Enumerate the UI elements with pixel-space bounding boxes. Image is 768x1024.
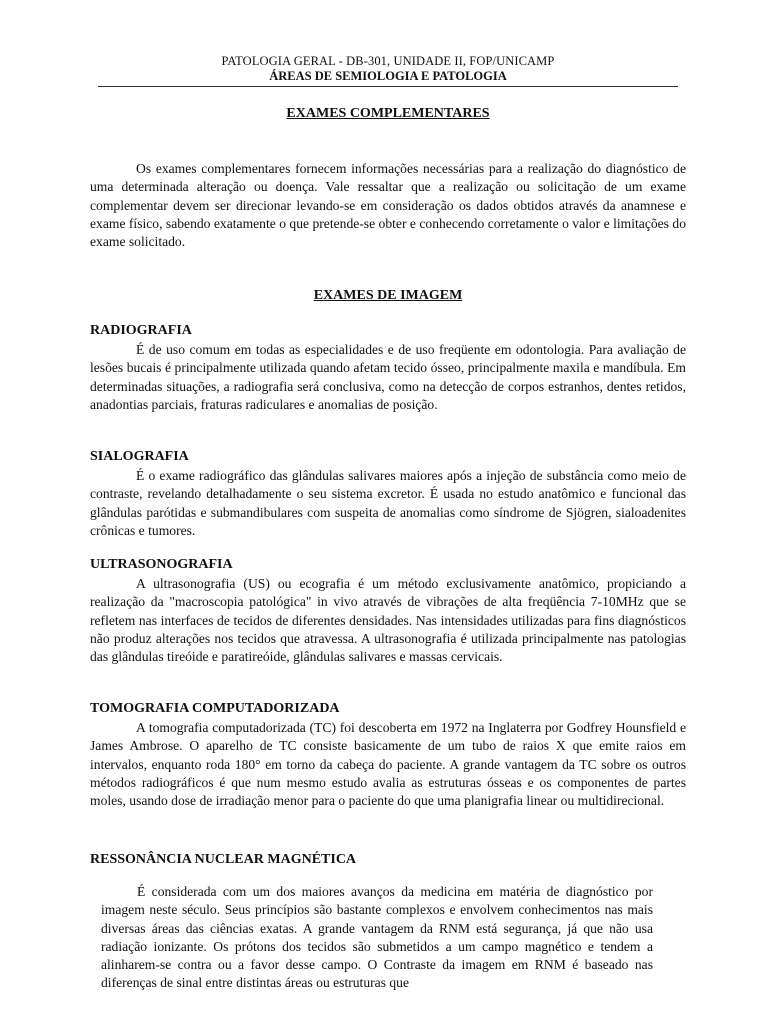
- section-text-sialografia: [90, 467, 686, 540]
- header-divider: [98, 86, 678, 87]
- header-area: ÁREAS DE SEMIOLOGIA E PATOLOGIA: [269, 69, 507, 83]
- rnm-text: É considerada com um dos maiores avanços da medicina em matéria de diagnóstico por imagem neste século. Seus princípios são bastante complexos e envolvem conhecimentos nas mais diversas áreas das ciências exatas. A grande vantagem da RNM está segurança, já que não usa radiação ionizante. Os prótons dos tecidos são submetidos a um campo magnético e tendem a alinharem-se contra ou a favor desse campo. O Contraste da imagem em RNM é baseado nas diferenças de sinal entre distintas áreas ou estruturas que: [101, 884, 653, 991]
- section-title-rnm: RESSONÂNCIA NUCLEAR MAGNÉTICA: [90, 852, 357, 867]
- intro-paragraph: [90, 160, 686, 251]
- ultrasonografia-text: A ultrasonografia (US) ou ecografia é um método exclusivamente anatômico, propiciando a realização da "macroscopia patológica" in vivo através de vibrações de alta freqüência 7-10MHz que se refletem nas interfaces de tecidos de diferentes densidades. Nas intensidades utilizadas para fins diagnósticos não produz alterações nos tecidos que atravessa. A ultrasonografia é utilizada principalmente nas patologias das glândulas tireóide e paratireóide, glândulas salivares e massas cervicais.: [90, 576, 686, 665]
- tomografia-text: A tomografia computadorizada (TC) foi descoberta em 1972 na Inglaterra por Godfrey Hounsfield e James Ambrose. O aparelho de TC consiste basicamente de um tubo de raios X que emite raios em intervalos, enquanto roda 180° em torno da cabeça do paciente. A grande vantagem da TC sobre os outros métodos radiográficos é que num mesmo estudo avalia as estruturas ósseas e os componentes de partes moles, usando dose de irradiação menor para o paciente do que uma planigrafia linear ou multidirecional.: [90, 720, 686, 809]
- document-title: EXAMES COMPLEMENTARES: [286, 106, 490, 121]
- section-text-radiografia: [90, 341, 686, 414]
- section-title-radiografia: RADIOGRAFIA: [90, 323, 192, 338]
- section-title-tomografia: TOMOGRAFIA COMPUTADORIZADA: [90, 701, 340, 716]
- section-title-ultrasonografia: ULTRASONOGRAFIA: [90, 557, 233, 572]
- section-text-tomografia: [90, 719, 686, 810]
- header-course: PATOLOGIA GERAL - DB-301, UNIDADE II, FOP/UNICAMP: [221, 54, 555, 68]
- sialografia-text: É o exame radiográfico das glândulas salivares maiores após a injeção de substância como meio de contraste, revelando detalhadamente o seu sistema excretor. É usada no estudo anatômico e funcional das glândulas parótidas e submandibulares com suspeita de anomalias como síndrome de Sjögren, sialoadenites crônicas e tumores.: [90, 468, 686, 538]
- section-title-sialografia: SIALOGRAFIA: [90, 449, 189, 464]
- radiografia-text: É de uso comum em todas as especialidades e de uso freqüente em odontologia. Para avaliação de lesões bucais é principalmente utilizada quando afetam tecido ósseo, principalmente maxila e mandíbula. Em determinadas situações, a radiografia será conclusiva, como na detecção de corpos estranhos, dentes retidos, anadontias parciais, fraturas radiculares e anomalias de posição.: [90, 342, 686, 412]
- imaging-section-title: EXAMES DE IMAGEM: [313, 288, 463, 303]
- section-text-ultrasonografia: [90, 575, 686, 666]
- intro-text: Os exames complementares fornecem informações necessárias para a realização do diagnóstico de uma determinada alteração ou doença. Vale ressaltar que a realização ou solicitação de um exame complementar devem ser direcionar levando-se em consideração os dados obtidos através da anamnese e exame físico, sabendo exatamente o que pretende-se obter e conhecendo corretamente o valor e limitações do exame solicitado.: [90, 161, 686, 250]
- section-text-rnm: [101, 883, 653, 993]
